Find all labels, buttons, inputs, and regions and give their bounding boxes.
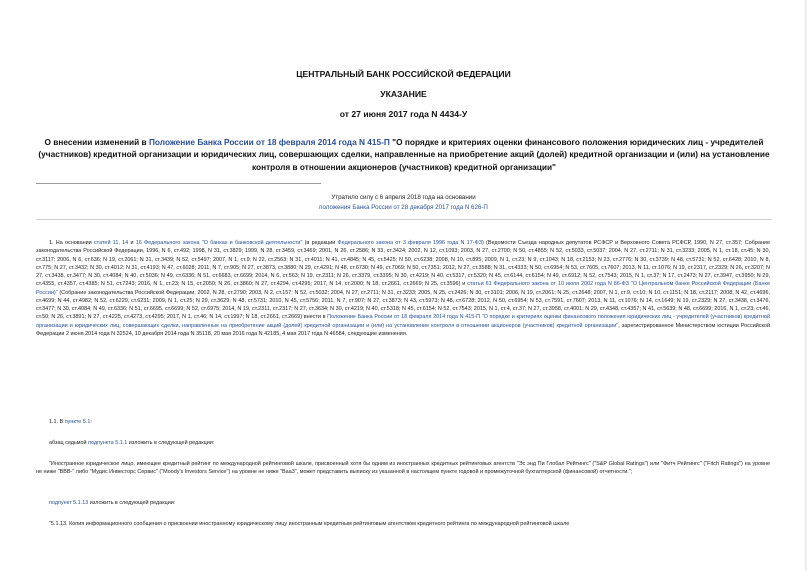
document-date-number: от 27 июня 2017 года N 4434-У — [339, 109, 468, 119]
central-bank-law-link[interactable]: статьи 61 Федерального закона от 10 июля 2002 года N 86-ФЗ "О Центральном банке Российской Федерации (Банке России)" — [36, 281, 770, 296]
document-title — [36, 136, 772, 173]
subclause-5-1-13-link[interactable]: подпункт 5.1.13 — [49, 500, 89, 506]
subclause-5-1-1-link[interactable]: подпункта 5.1.1 — [88, 440, 128, 446]
banking-law-link[interactable]: 16 Федерального закона "О банках и банковской деятельности" — [135, 240, 303, 246]
quote-text: "Иностранное юридическое лицо, имеющее кредитный рейтинг по международной рейтинговой шкале, присвоенный хотя бы одним из иностранных кредитных рейтинговых агентств "Эс энд Пи Глобал Рейтингс" ("S&P Global Ratings") или "Фитч Рейтингс" ("Fitch Ratings") на уровне не ниже "BBB-" либо "Мудис Инвесторс Сервис" ("Moody's Investors Service") на уровне не ниже "Baa3", может представить выписку из указанной в настоящем пункте годовой и промежуточной бухгалтерской (финансовой) отчетности."; — [36, 461, 770, 476]
quote-text: "5.1.13. Копия информационного сообщения о присвоении иностранному юридическому лицу иностранным кредитным рейтинговым агентством кредитного рейтинга по международной рейтинговой шкале — [49, 521, 570, 527]
status-divider — [36, 219, 772, 220]
item-text: изложить в следующей редакции: — [88, 500, 176, 506]
title-prefix: О внесении изменений в — [44, 137, 149, 147]
item-text: изложить в следующей редакции: — [127, 440, 215, 446]
abzac-instruction — [36, 439, 770, 447]
title-regulation-link[interactable]: Положение Банка России от 18 февраля 2014 года N 415-П — [148, 137, 390, 147]
paragraph-text: ) (Ведомости Съезда народных депутатов РСФСР и Верховного Совета РСФСР, 1990, N 27, ст.357; Собрание законодательства Российской Федерации, 1996, N 6, ст.492; 1998, N 31, ст.3829; 1999, N 28, ст.3459, ст.3469; 2001, N 26, ст.2586; N 33, ст.3424; 2002, N 12, ст.1093; 2003, N 27, ст.2700; N 50, ст.4855; N 52, ст.5033, ст.5037; 2004, N 27, ст.2711; N 31, ст.3233; 2005, N 1, ст.18, ст.45; N 30, ст.3117; 2006, N 6, ст.636; N 19, ст.2061; N 31, ст.3439; N 52, ст.5497; 2007, N 1, ст.9; N 22, ст.2563; N 31, ст.4011; N 41, ст.4845; N 45, ст.5425; N 50, ст.6238; 2008, N 10, ст.895; 2009, N 1, ст.23; N 9, ст.1043; N 18, ст.2153; N 23, ст.2776; N 30, ст.3739; N 48, ст.5731; N 52, ст.6428; 2010, N 8, ст.775; N 27, ст.3432; N 30, ст.4012; N 31, ст.4193; N 47, ст.6028; 2011, N 7, ст.905; N 27, ст.3873, ст.3880; N 29, ст.4291; N 48, ст.6730; N 49, ст.7069; N 50, ст.7351; 2012, N 27, ст.3588; N 31, ст.4333; N 50, ст.6954; N 53, ст.7605, ст.7607; 2013, N 11, ст.1076; N 19, ст.2317, ст.2329; N 26, ст.3207; N 27, ст.3438, ст.3477; N 30, ст.4084; N 40, ст.5036; N 49, ст.6336; N 51, ст.6683, ст.6699; 2014, N 6, ст.563; N 19, ст.2311; N 26, ст.3379, ст.3395; N 30, ст.4219; N 40, ст.5317, ст.5320; N 45, ст.6144, ст.6154; N 49, ст.6912; N 52, ст.7543; 2015, N 1, ст.37; N 17, ст.2473; N 27, ст.3947, ст.3950; N 29, ст.4355, ст.4357, ст.4385; N 51, ст.7243; 2016, N 1, ст.23; N 15, ст.2050; N 26, ст.3860; N 27, ст.4294, ст.4295; 2017, N 14, ст.2000; N 18, ст.2661, ст.2669; N 25, ст.3596) и — [36, 240, 770, 288]
item-text: абзац седьмой — [49, 440, 89, 446]
quote-1 — [36, 460, 770, 477]
status-note-text: Утратило силу с 6 апреля 2018 года на основании — [331, 194, 476, 201]
item-1-1 — [36, 418, 770, 426]
issuer-heading: ЦЕНТРАЛЬНЫЙ БАНК РОССИЙСКОЙ ФЕДЕРАЦИИ — [296, 69, 511, 79]
paragraph-text: (в редакции — [302, 240, 338, 246]
law-17fz-link[interactable]: Федерального закона от 3 февраля 1996 года N 17-ФЗ — [337, 240, 482, 246]
document-type-heading: УКАЗАНИЕ — [380, 89, 427, 99]
paragraph-text: 1. На основании — [49, 240, 94, 246]
regulation-415p-link[interactable]: Положение Банка России от 18 февраля 2014 года N 415-П "О порядке и критериях оценки финансового положения юридических лиц - учредителей (участников) кредитной организации и юридических лиц, совершающих сделки, направленные на приобретение акций (долей) кредитной организации и (или) на установление контроля в отношении акционеров (участников) кредитной организации" — [36, 314, 770, 329]
status-note-link[interactable]: положения Банка России от 28 декабря 2017 года N 626-П — [319, 203, 488, 211]
paragraph-1 — [36, 239, 770, 338]
item-text: : — [90, 419, 92, 425]
title-divider — [36, 183, 321, 184]
law-articles-link[interactable]: статей 11, 14 — [93, 240, 129, 246]
status-note — [0, 193, 807, 212]
paragraph-text: (Собрание законодательства Российской Федерации, 2002, N 28, ст.2790; 2003, N 2, ст.157; N 52, ст.5032; 2004, N 27, ст.2711; N 31, ст.3233; 2005, N 25, ст.2426; N 30, ст.3101; 2006, N 19, ст.2061; N 25, ст.2648; 2007, N 1, ст.9, ст.10; N 10, ст.1151; N 18, ст.2117; 2008, N 42, ст.4696, ст.4699; N 44, ст.4982; N 52, ст.6229, ст.6231; 2009, N 1, ст.25; N 29, ст.3629; N 48, ст.5731; 2010, N 45, ст.5756; 2011, N 7, ст.907; N 27, ст.3873; N 43, ст.5973; N 48, ст.6728; 2012, N 50, ст.6954; N 53, ст.7591, ст.7607; 2013, N 11, ст.1076; N 14, ст.1649; N 19, ст.2329; N 27, ст.3438, ст.3476, ст.3477; N 30, ст.4084; N 49, ст.6336; N 51, ст.6695, ст.6699; N 52, ст.6975; 2014, N 19, ст.2311, ст.2317; N 27, ст.3634; N 30, ст.4219; N 40, ст.5318; N 45, ст.6154; N 52, ст.7543; 2015, N 1, ст.4, ст.37; N 27, ст.3958, ст.4001; N 29, ст.4348, ст.4357; N 41, ст.5639; N 48, ст.6699; 2016, N 1, ст.23, ст.46, ст.50; N 26, ст.3891; N 27, ст.4225, ст.4273, ст.4295; 2017, N 1, ст.46; N 14, ст.1997; N 18, ст.2661, ст.2669) внести в — [36, 289, 770, 321]
paragraph-text: , зарегистрированное Министерством юстиции Российской Федерации 2 июня 2014 года N 32524, 10 декабря 2014 года N 35118, 20 мая 2016 года N 42185, 4 мая 2017 года N 46584, следующие изменения. — [36, 322, 770, 337]
clause-5-1-link[interactable]: пункте 5.1 — [64, 419, 91, 425]
paragraph-text: и — [128, 240, 136, 246]
title-suffix: "О порядке и критериях оценки финансового положения юридических лиц - учредителей (участников) кредитной организации и юридических лиц, совершающих сделки, направленные на приобретение акций (долей) кредитной организации и (или) на установление контроля в отношении акционеров (участников) кредитной организации" — [38, 137, 770, 172]
item-text: 1.1. В — [49, 419, 65, 425]
quote-2 — [36, 520, 770, 528]
subclause-instruction — [36, 499, 770, 507]
